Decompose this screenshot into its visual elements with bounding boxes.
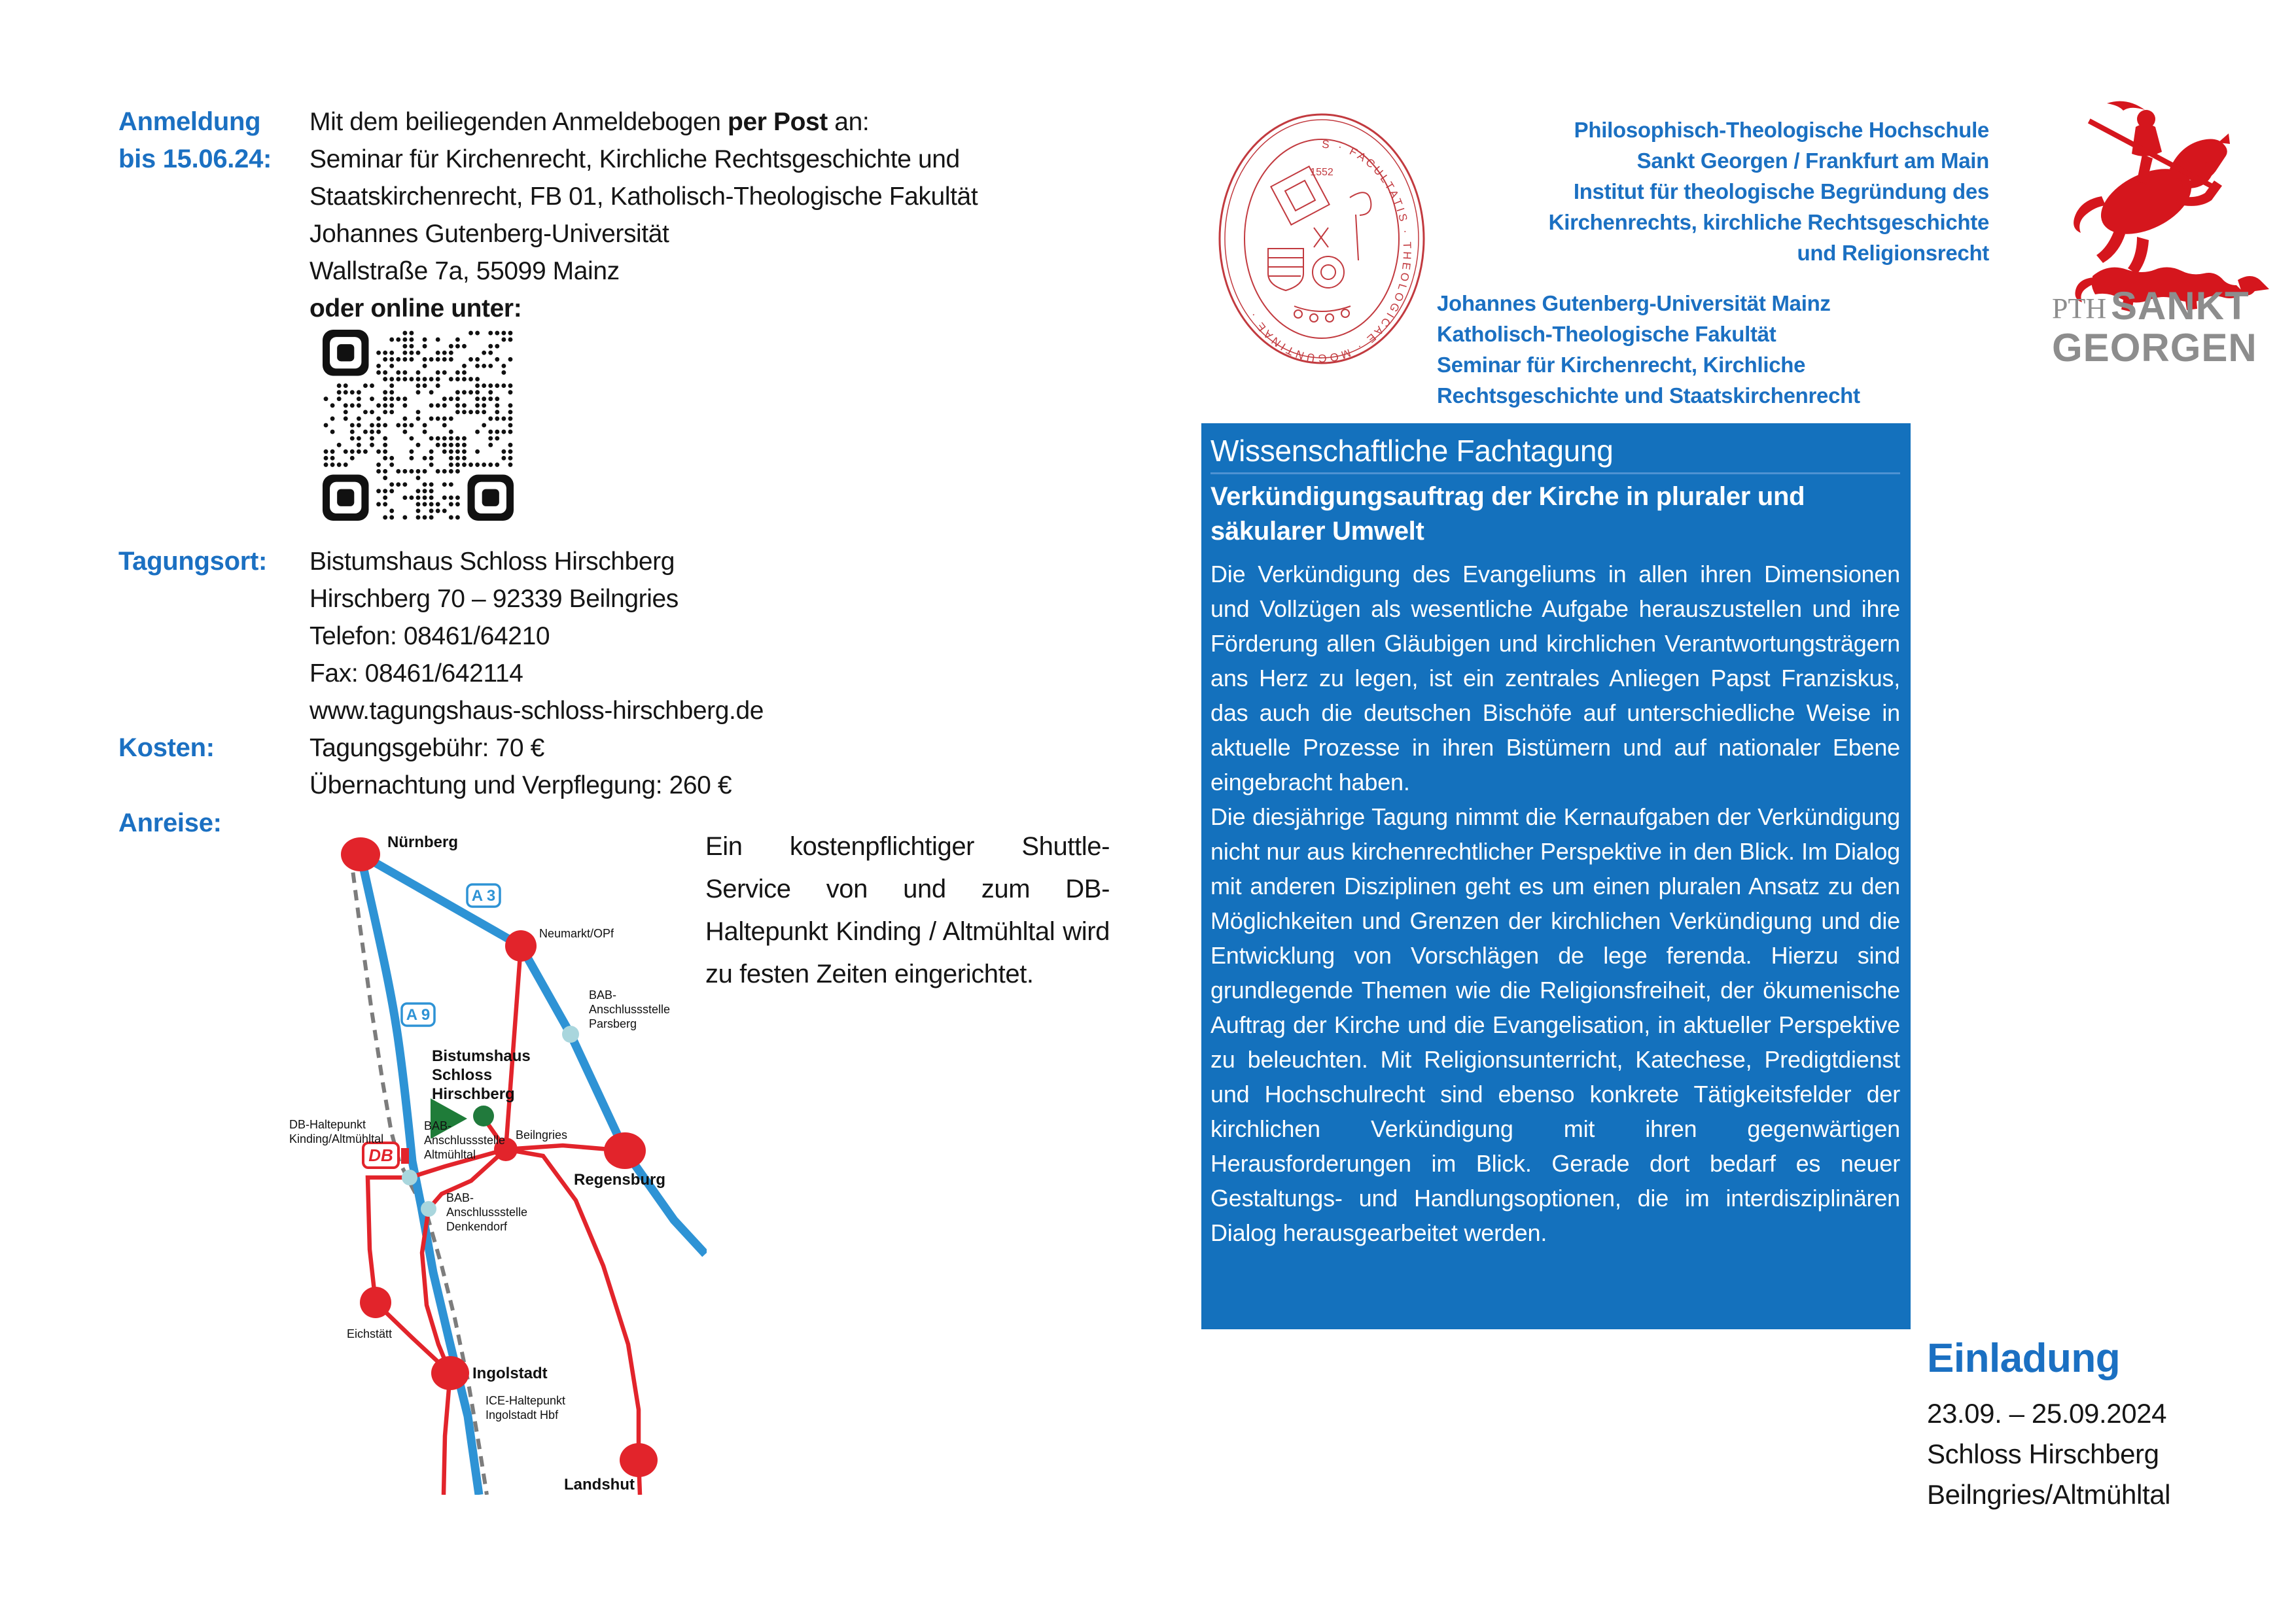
label-nuernberg: Nürnberg <box>387 833 458 851</box>
shuttle-info-text: Ein kostenpflichtiger Shuttle-Service von und zum DB-Haltepunkt Kinding / Altmühltal wird zu festen Zeiten eingerichtet. <box>705 832 1110 988</box>
university-affiliation-block <box>1437 288 1860 411</box>
description-paragraph-2: Die diesjährige Tagung nimmt die Kernaufgaben der Verkündigung nicht nur aus kirchenrechtlicher Perspektive in den Blick. Im Dialog mit anderen Disziplinen geht es um einen pluralen Ansatz zu den Möglichkeiten und Grenzen der kirchlichen Verkündigung und die Entwicklung von Vorschlägen de lege ferenda. Hierzu sind grundlegende Themen wie die Religionsfreiheit, der ökumenische Auftrag der Kirche und die Evangelisation, in aktueller Perspektive zu beleuchten. Mit Religionsunterricht, Katechese, Predigtdienst und Hochschulrecht sind ebenso konkrete Tätigkeitsfelder der kirchlichen Verkündigung mit ihren gegenwärtigen Herausforderungen im Blick. Gerade dort bedarf es neuer Gestaltungs- und Handlungsoptionen, die im interdisziplinären Dialog herausgearbeitet werden. <box>1210 803 1900 1246</box>
logo-pth-text: PTH <box>2052 292 2107 324</box>
schloss-hirschberg-triangle-marker <box>431 1098 467 1139</box>
university-seal <box>1216 110 1428 368</box>
affiliation-line: Philosophisch-Theologische Hochschule <box>1574 118 1989 142</box>
einladung-place: Beilngries/Altmühltal <box>1927 1479 2171 1510</box>
affiliation-line: und Religionsrecht <box>1797 241 1989 265</box>
logo-georgen-text: GEORGEN <box>2052 326 2257 370</box>
einladung-venue: Schloss Hirschberg <box>1927 1439 2159 1469</box>
anmeldung-label <box>118 103 272 178</box>
kosten-block <box>309 729 1082 804</box>
kosten-line: Tagungsgebühr: 70 € <box>309 734 544 762</box>
fachtagung-subtitle: Verkündigungsauftrag der Kirche in pluraler und säkularer Umwelt <box>1210 482 1805 546</box>
tagungsort-website: www.tagungshaus-schloss-hirschberg.de <box>309 697 764 725</box>
affiliation-line: Johannes Gutenberg-Universität Mainz <box>1437 291 1831 315</box>
post-line <box>309 103 1082 141</box>
dot-regensburg <box>604 1132 646 1169</box>
einladung-date: 23.09. – 25.09.2024 <box>1927 1398 2167 1429</box>
label-bistumshaus: Schloss <box>432 1066 493 1084</box>
tagungsort-line: Fax: 08461/642114 <box>309 659 523 688</box>
motorway-a3 <box>361 854 705 1254</box>
seal-ring-text: S · FACULTATIS · THEOLOGICAE · MOGUNTINAE · <box>1245 137 1414 365</box>
road-beilngries-landshut <box>506 1149 640 1495</box>
tagungsort-line: Telefon: 08461/64210 <box>309 622 550 650</box>
seal-emblem-engraving <box>1268 166 1371 322</box>
dot-parsberg-exit <box>562 1026 579 1043</box>
label-neumarkt: Neumarkt/OPf <box>539 927 614 940</box>
address-line: Staatskirchenrecht, FB 01, Katholisch-Theologische Fakultät <box>309 183 978 211</box>
db-badge-label: DB <box>368 1145 393 1165</box>
label-parsberg: Anschlussstelle <box>589 1003 671 1016</box>
dot-neumarkt <box>505 930 537 962</box>
label-altmuehltal-exit: Altmühltal <box>424 1148 476 1161</box>
a3-badge-label: A 3 <box>471 887 496 905</box>
affiliation-line: Katholisch-Theologische Fakultät <box>1437 322 1776 346</box>
kosten-label: Kosten: <box>118 733 215 762</box>
dot-altmuehltal-exit <box>402 1170 417 1185</box>
road-ingolstadt-south <box>444 1373 450 1495</box>
dot-landshut <box>620 1443 658 1477</box>
label-eichstaett: Eichstätt <box>347 1327 393 1340</box>
label-bistumshaus: Bistumshaus <box>432 1047 531 1065</box>
qr-finder-top-left <box>323 330 368 375</box>
affiliation-line: Kirchenrechts, kirchliche Rechtsgeschichte <box>1548 210 1989 234</box>
anmeldung-label-line1: Anmeldung <box>118 107 261 136</box>
kosten-line: Übernachtung und Verpflegung: 260 € <box>309 771 732 799</box>
dot-denkendorf-exit <box>421 1201 436 1217</box>
label-parsberg: BAB- <box>589 988 617 1002</box>
tagungsort-line: Bistumshaus Schloss Hirschberg <box>309 548 675 576</box>
anreise-label: Anreise: <box>118 809 222 837</box>
a9-badge-label: A 9 <box>406 1006 431 1024</box>
db-station-tick <box>401 1148 409 1164</box>
dot-ingolstadt <box>431 1356 469 1390</box>
anreise-map <box>281 821 707 1495</box>
post-line-bold: per Post <box>728 108 828 136</box>
fachtagung-announcement-box <box>1201 423 1911 1329</box>
post-line-pre: Mit dem beiliegenden Anmeldebogen <box>309 108 728 136</box>
schloss-hirschberg-dot <box>473 1106 494 1126</box>
label-landshut: Landshut <box>564 1476 635 1493</box>
fachtagung-title: Wissenschaftliche Fachtagung <box>1210 434 1614 468</box>
einladung-title: Einladung <box>1927 1336 2121 1381</box>
qr-finder-bottom-left <box>323 475 368 521</box>
label-ice-haltepunkt: ICE-Haltepunkt <box>486 1394 566 1407</box>
affiliation-line: Sankt Georgen / Frankfurt am Main <box>1636 148 1989 173</box>
title-divider <box>1210 472 1900 474</box>
institute-affiliation-block <box>1426 114 1989 268</box>
pth-sankt-georgen-logo <box>2047 92 2269 379</box>
label-regensburg: Regensburg <box>574 1171 666 1189</box>
label-db-haltepunkt: Kinding/Altmühltal <box>289 1132 384 1145</box>
label-ingolstadt: Ingolstadt <box>472 1365 548 1382</box>
st-george-dragon-icon <box>2074 101 2269 312</box>
tagungsort-label: Tagungsort: <box>118 547 268 576</box>
online-label: oder online unter: <box>309 294 522 323</box>
label-parsberg: Parsberg <box>589 1017 637 1030</box>
label-denkendorf-exit: Anschlussstelle <box>446 1206 528 1219</box>
label-db-haltepunkt: DB-Haltepunkt <box>289 1118 366 1131</box>
post-line-post: an: <box>827 108 870 136</box>
qr-code <box>323 330 514 521</box>
logo-sankt-text: SANKT <box>2111 284 2250 328</box>
address-line: Wallstraße 7a, 55099 Mainz <box>309 257 620 285</box>
dot-nuernberg <box>341 837 380 871</box>
anmeldung-address-block <box>309 103 1082 327</box>
label-altmuehltal-exit: BAB- <box>424 1119 452 1132</box>
qr-finder-bottom-right <box>468 475 514 521</box>
label-denkendorf-exit: BAB- <box>446 1191 474 1204</box>
affiliation-line: Seminar für Kirchenrecht, Kirchliche <box>1437 353 1806 377</box>
tagungsort-line: Hirschberg 70 – 92339 Beilngries <box>309 585 679 613</box>
label-bistumshaus: Hirschberg <box>432 1085 515 1103</box>
tagungsort-block <box>309 543 1082 729</box>
address-line: Johannes Gutenberg-Universität <box>309 220 669 248</box>
label-altmuehltal-exit: Anschlussstelle <box>424 1134 506 1147</box>
seal-year: 1552 <box>1310 167 1333 178</box>
affiliation-line: Rechtsgeschichte und Staatskirchenrecht <box>1437 383 1860 408</box>
einladung-block <box>1927 1336 2170 1515</box>
label-denkendorf-exit: Denkendorf <box>446 1220 508 1233</box>
affiliation-line: Institut für theologische Begründung des <box>1573 179 1989 203</box>
description-paragraph-1: Die Verkündigung des Evangeliums in allen ihren Dimensionen und Vollzügen als wesentliche Aufgabe herauszustellen und ihre Förderung allen Gläubigen und kirchlichen Verantwortungsträgern ans Herz zu legen, ist ein zentrales Anliegen Papst Franziskus, das auch die deutschen Bischöfe auf unterschiedliche Weise in aktuelle Prozesse in ihren Bistümern und auf nationaler Ebene eingebracht haben. <box>1210 561 1900 795</box>
label-beilngries: Beilngries <box>516 1128 568 1142</box>
label-ice-haltepunkt: Ingolstadt Hbf <box>486 1408 559 1422</box>
anmeldung-label-line2: bis 15.06.24: <box>118 145 272 173</box>
address-line: Seminar für Kirchenrecht, Kirchliche Rechtsgeschichte und <box>309 145 960 173</box>
dot-eichstaett <box>360 1287 391 1318</box>
fachtagung-description <box>1210 557 1900 1250</box>
